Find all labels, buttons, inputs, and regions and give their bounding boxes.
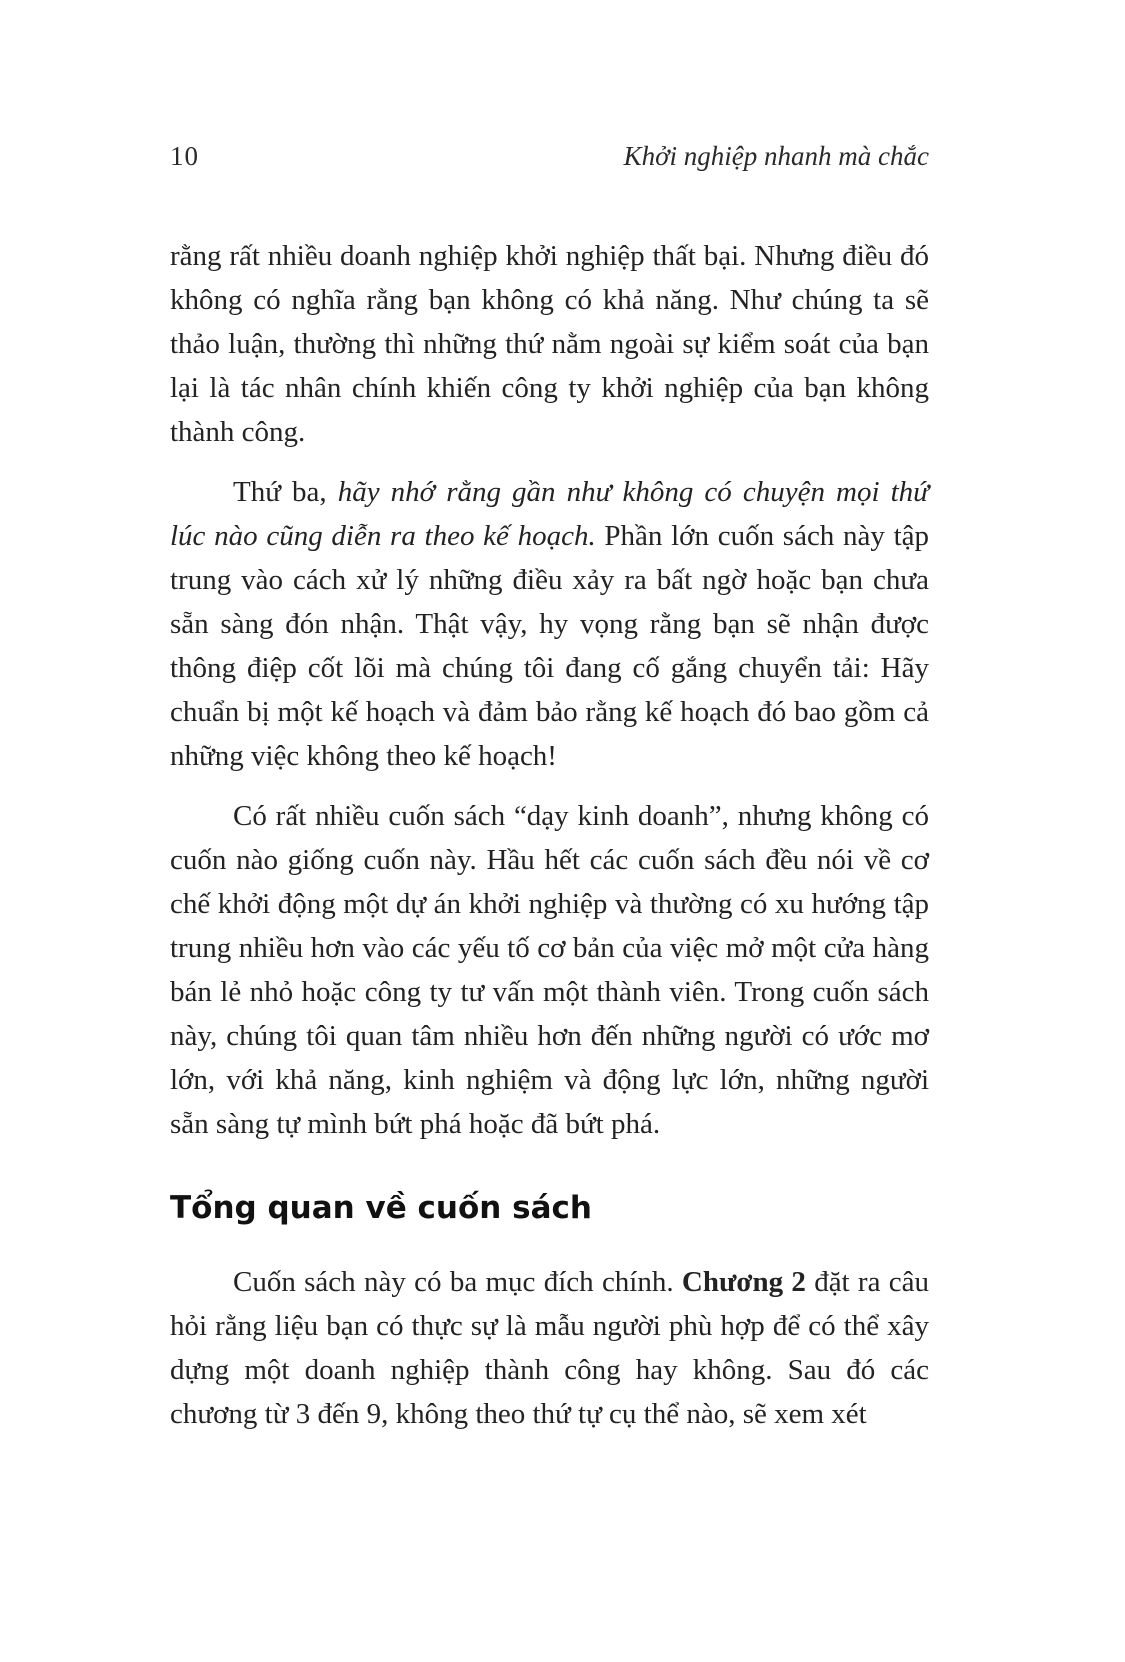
text-run: Thứ ba,: [233, 476, 338, 509]
text-run: hãy nhớ rằng gần như không có chuyện mọi thứ lúc nào cũng diễn ra theo kế hoạch.: [170, 476, 929, 553]
page-header: [170, 140, 929, 172]
text-run: Cuốn sách này có ba mục đích chính.: [233, 1265, 682, 1298]
text-run: đặt ra câu hỏi rằng liệu bạn có thực sự là mẫu người phù hợp để có thể xây dựng một doanh nghiệp thành công hay không. Sau đó các chương từ 3 đến 9, không theo thứ tự cụ thể nào, sẽ xem xét: [170, 1265, 929, 1430]
running-title: Khởi nghiệp nhanh mà chắc: [623, 141, 929, 171]
text-run: Phần lớn cuốn sách này tập trung vào cách xử lý những điều xảy ra bất ngờ hoặc bạn chưa sẵn sàng đón nhận. Thật vậy, hy vọng rằng bạn sẽ nhận được thông điệp cốt lõi mà chúng tôi đang cố gắng chuyển tải: Hãy chuẩn bị một kế hoạch và đảm bảo rằng kế hoạch đó bao gồm cả những việc không theo kế hoạch!: [170, 520, 930, 773]
page-body: [170, 234, 929, 1435]
page-number: 10: [170, 141, 199, 171]
paragraph: [170, 234, 929, 454]
paragraph: [170, 794, 929, 1146]
paragraph: [170, 1260, 929, 1436]
text-run: Có rất nhiều cuốn sách “dạy kinh doanh”, nhưng không có cuốn nào giống cuốn này. Hầu hết các cuốn sách đều nói về cơ chế khởi động một dự án khởi nghiệp và thường có xu hướng tập trung nhiều hơn vào các yếu tố cơ bản của việc mở một cửa hàng bán lẻ nhỏ hoặc công ty tư vấn một thành viên. Trong cuốn sách này, chúng tôi quan tâm nhiều hơn đến những người có ước mơ lớn, với khả năng, kinh nghiệm và động lực lớn, những người sẵn sàng tự mình bứt phá hoặc đã bứt phá.: [170, 800, 929, 1141]
paragraph: [170, 470, 929, 778]
text-run: rằng rất nhiều doanh nghiệp khởi nghiệp thất bại. Nhưng điều đó không có nghĩa rằng bạn không có khả năng. Như chúng ta sẽ thảo luận, thường thì những thứ nằm ngoài sự kiểm soát của bạn lại là tác nhân chính khiến công ty khởi nghiệp của bạn không thành công.: [170, 240, 929, 449]
section-heading: Tổng quan về cuốn sách: [170, 1190, 592, 1227]
text-run: Chương 2: [681, 1265, 806, 1298]
